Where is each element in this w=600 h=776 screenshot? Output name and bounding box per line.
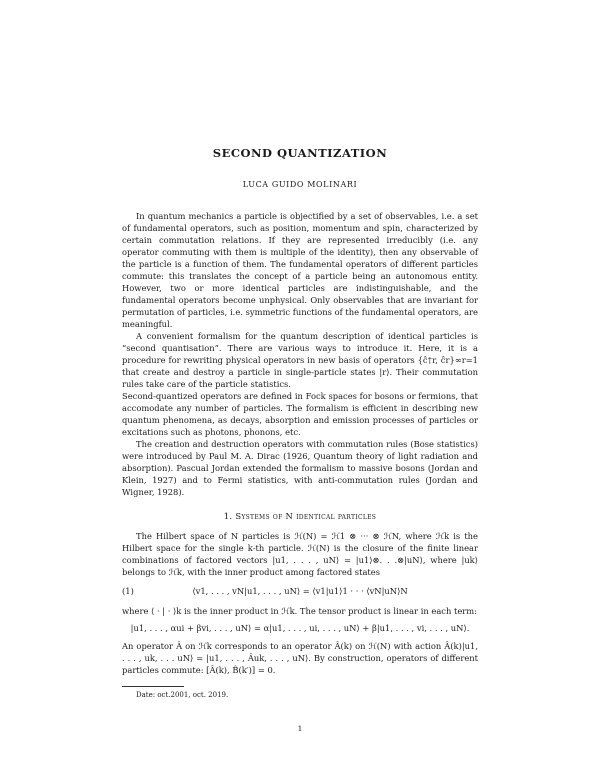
section-1-paragraph-1: The Hilbert space of N particles is ℋ(N) = ℋ1 ⊗ ··· ⊗ ℋN, where ℋk is the Hilbert space for the single k-th particle. ℋ(N) is the closure of the finite linear combinations of factored vectors |u1, . . . , uN⟩ = |u1⟩⊗. . .⊗|uN⟩, where |uk⟩ belongs to ℋk, with the inner product among factored states (122, 531, 478, 577)
intro-paragraph-2-block (122, 330, 478, 390)
section-1-paragraph-3-block (122, 640, 478, 676)
author-name: LUCA GUIDO MOLINARI (242, 180, 358, 189)
paper-title: SECOND QUANTIZATION (212, 146, 388, 160)
intro-paragraph-3-block (122, 390, 478, 438)
section-1-paragraph-2-block (122, 605, 478, 617)
intro-paragraph-4-block (122, 438, 478, 498)
section-number: 1. (223, 511, 233, 521)
section-1-paragraph-1-block (122, 530, 478, 578)
intro-paragraph-1-block (122, 210, 478, 330)
equation-2-body: |u1, . . . , αui + βvi, . . . , uN⟩ = α|u1, . . . , ui, . . . , uN⟩ + β|u1, . . . , vi, . . . , uN⟩. (130, 623, 470, 633)
section-title: Systems of N identical particles (235, 511, 377, 521)
equation-1-number: (1) (122, 586, 134, 596)
section-heading (0, 511, 600, 521)
footnote-date: Date: oct.2001, oct. 2019. (136, 691, 229, 699)
equation-1-body: ⟨v1, . . . , vN|u1, . . . , uN⟩ = ⟨v1|u1⟩1 · · · ⟨vN|uN⟩N (192, 586, 408, 596)
intro-paragraph-3: Second-quantized operators are defined in Fock spaces for bosons or fermions, that accomodate any number of particles. The formalism is efficient in describing new quantum phenomena, as decays, absorption and emission processes of particles or excitations such as photons, phonons, etc. (122, 391, 478, 437)
footnote-rule (122, 686, 184, 687)
intro-paragraph-4: The creation and destruction operators with commutation rules (Bose statistics) were introduced by Paul M. A. Dirac (1926, Quantum theory of light radiation and absorption). Pascual Jordan extended the formalism to massive bosons (Jordan and Klein, 1927) and to Fermi statistics, with anti-commutation rules (Jordan and Wigner, 1928). (122, 439, 478, 497)
intro-paragraph-2: A convenient formalism for the quantum description of identical particles is “second quantisation”. There are various ways to introduce it. Here, it is a procedure for rewriting physical operators in new basis of operators {ĉ†r, ĉr}∞r=1 that create and destroy a particle in single-particle states |r⟩. Their commutation rules take care of the particle statistics. (122, 331, 478, 389)
section-1-paragraph-2: where ⟨ · | · ⟩k is the inner product in ℋk. The tensor product is linear in each term: (122, 606, 477, 616)
section-1-paragraph-3: An operator Â on ℋk corresponds to an operator Â(k) on ℋ(N) with action Â(k)|u1, . . . , uk, . . . uN⟩ = |u1, . . . , Âuk, . . . , uN⟩. By construction, operators of different particles commute: [Â(k), B̂(k′)] = 0. (122, 641, 478, 675)
page-number: 1 (297, 724, 303, 733)
intro-paragraph-1: In quantum mechanics a particle is objectified by a set of observables, i.e. a set of fundamental operators, such as position, momentum and spin, characterized by certain commutation relations. If they are represented irreducibly (i.e. any operator commuting with them is multiple of the identity), then any observable of the particle is a function of them. The fundamental operators of different particles commute: this translates the concept of a particle being an autonomous entity. However, two or more identical particles are indistinguishable, and the fundamental operators become unphysical. Only observables that are invariant for permutation of particles, i.e. symmetric functions of the fundamental operators, are meaningful. (122, 211, 478, 329)
